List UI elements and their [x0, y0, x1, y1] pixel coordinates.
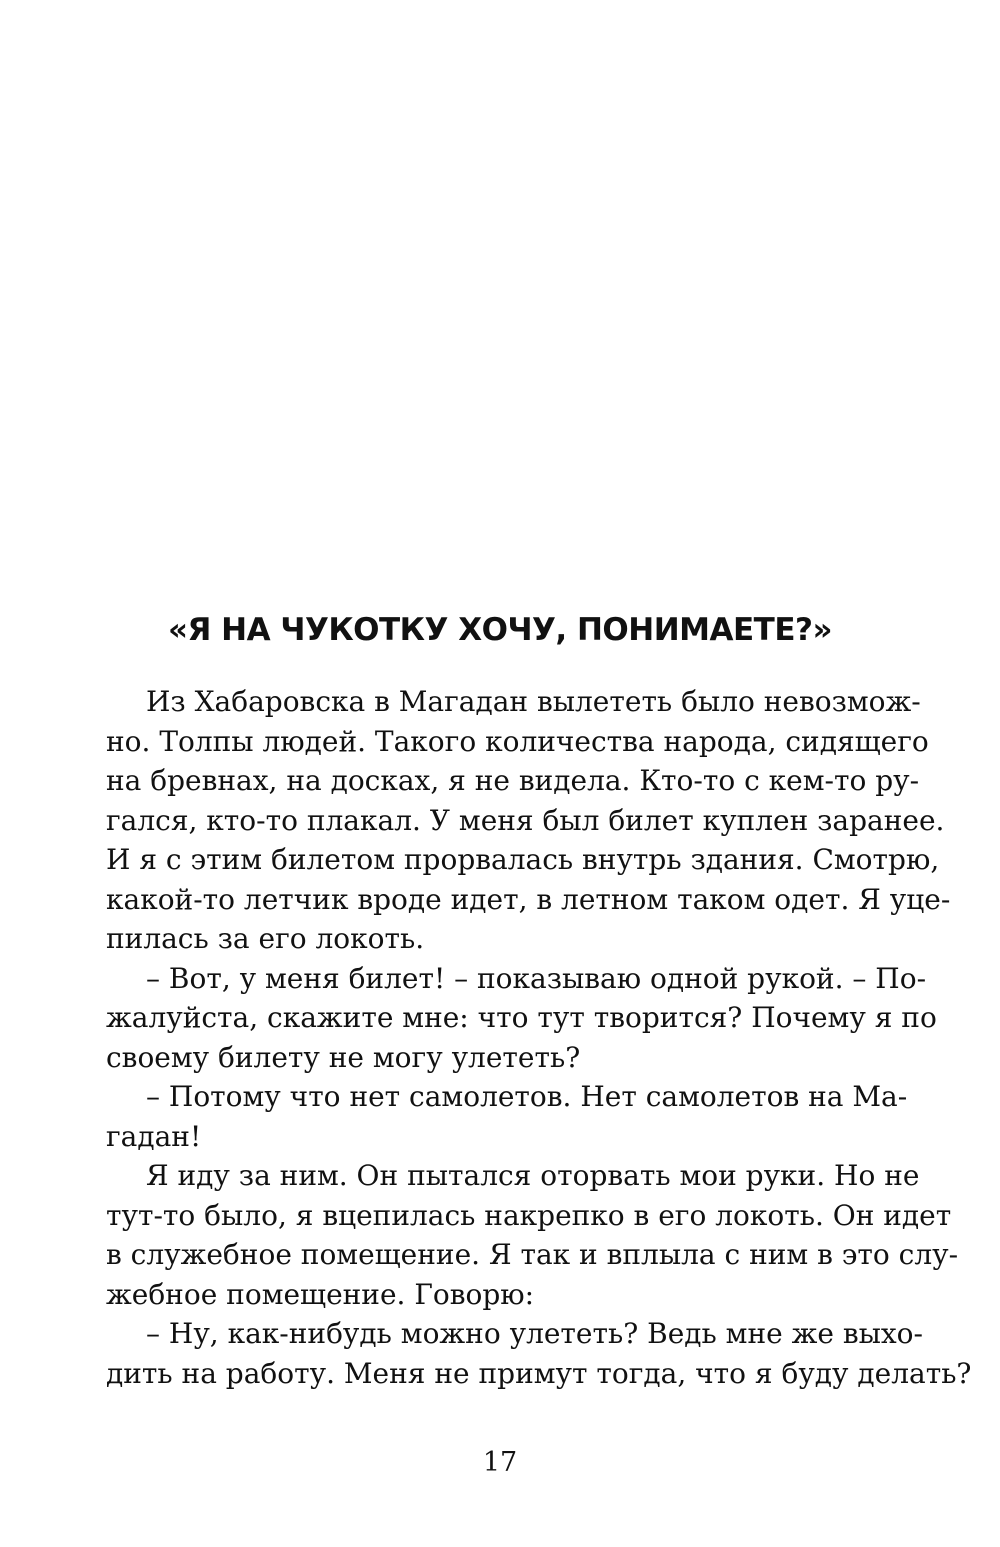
text-line: жебное помещение. Говорю:	[106, 1277, 535, 1311]
text-line: пилась за его локоть.	[106, 922, 425, 955]
page-number: 17	[482, 1447, 518, 1478]
text-line: но. Толпы людей. Такого количества народа, сидящего	[106, 724, 929, 758]
text-line: своему билету не могу улететь?	[106, 1040, 581, 1074]
text-line: Из Хабаровска в Магадан вылететь было невозмож-	[146, 685, 921, 718]
text-line: какой-то летчик вроде идет, в летном таком одет. Я уце-	[106, 882, 951, 916]
text-line: на бревнах, на досках, я не видела. Кто-то с кем-то ру-	[106, 764, 920, 797]
text-line: в служебное помещение. Я так и вплыла с ним в это слу-	[106, 1238, 959, 1271]
body-text	[106, 682, 972, 1393]
text-line: – Вот, у меня билет! – показываю одной рукой. – По-	[146, 961, 927, 995]
text-line: И я с этим билетом прорвалась внутрь здания. Смотрю,	[106, 843, 940, 876]
text-line: дить на работу. Меня не примут тогда, что я буду делать?	[106, 1356, 972, 1390]
text-line: гался, кто-то плакал. У меня был билет куплен заранее.	[106, 803, 945, 837]
text-line: жалуйста, скажите мне: что тут творится? Почему я по	[106, 1001, 937, 1034]
text-line: тут-то было, я вцепилась накрепко в его локоть. Он идет	[106, 1198, 952, 1232]
text-line: Я иду за ним. Он пытался оторвать мои руки. Но не	[146, 1159, 920, 1192]
text-line: гадан!	[106, 1119, 202, 1153]
text-line: – Ну, как-нибудь можно улететь? Ведь мне же выхо-	[146, 1317, 923, 1350]
text-line: – Потому что нет самолетов. Нет самолетов на Ма-	[146, 1080, 908, 1113]
chapter-title: «Я НА ЧУКОТКУ ХОЧУ, ПОНИМАЕТЕ?»	[167, 612, 833, 648]
